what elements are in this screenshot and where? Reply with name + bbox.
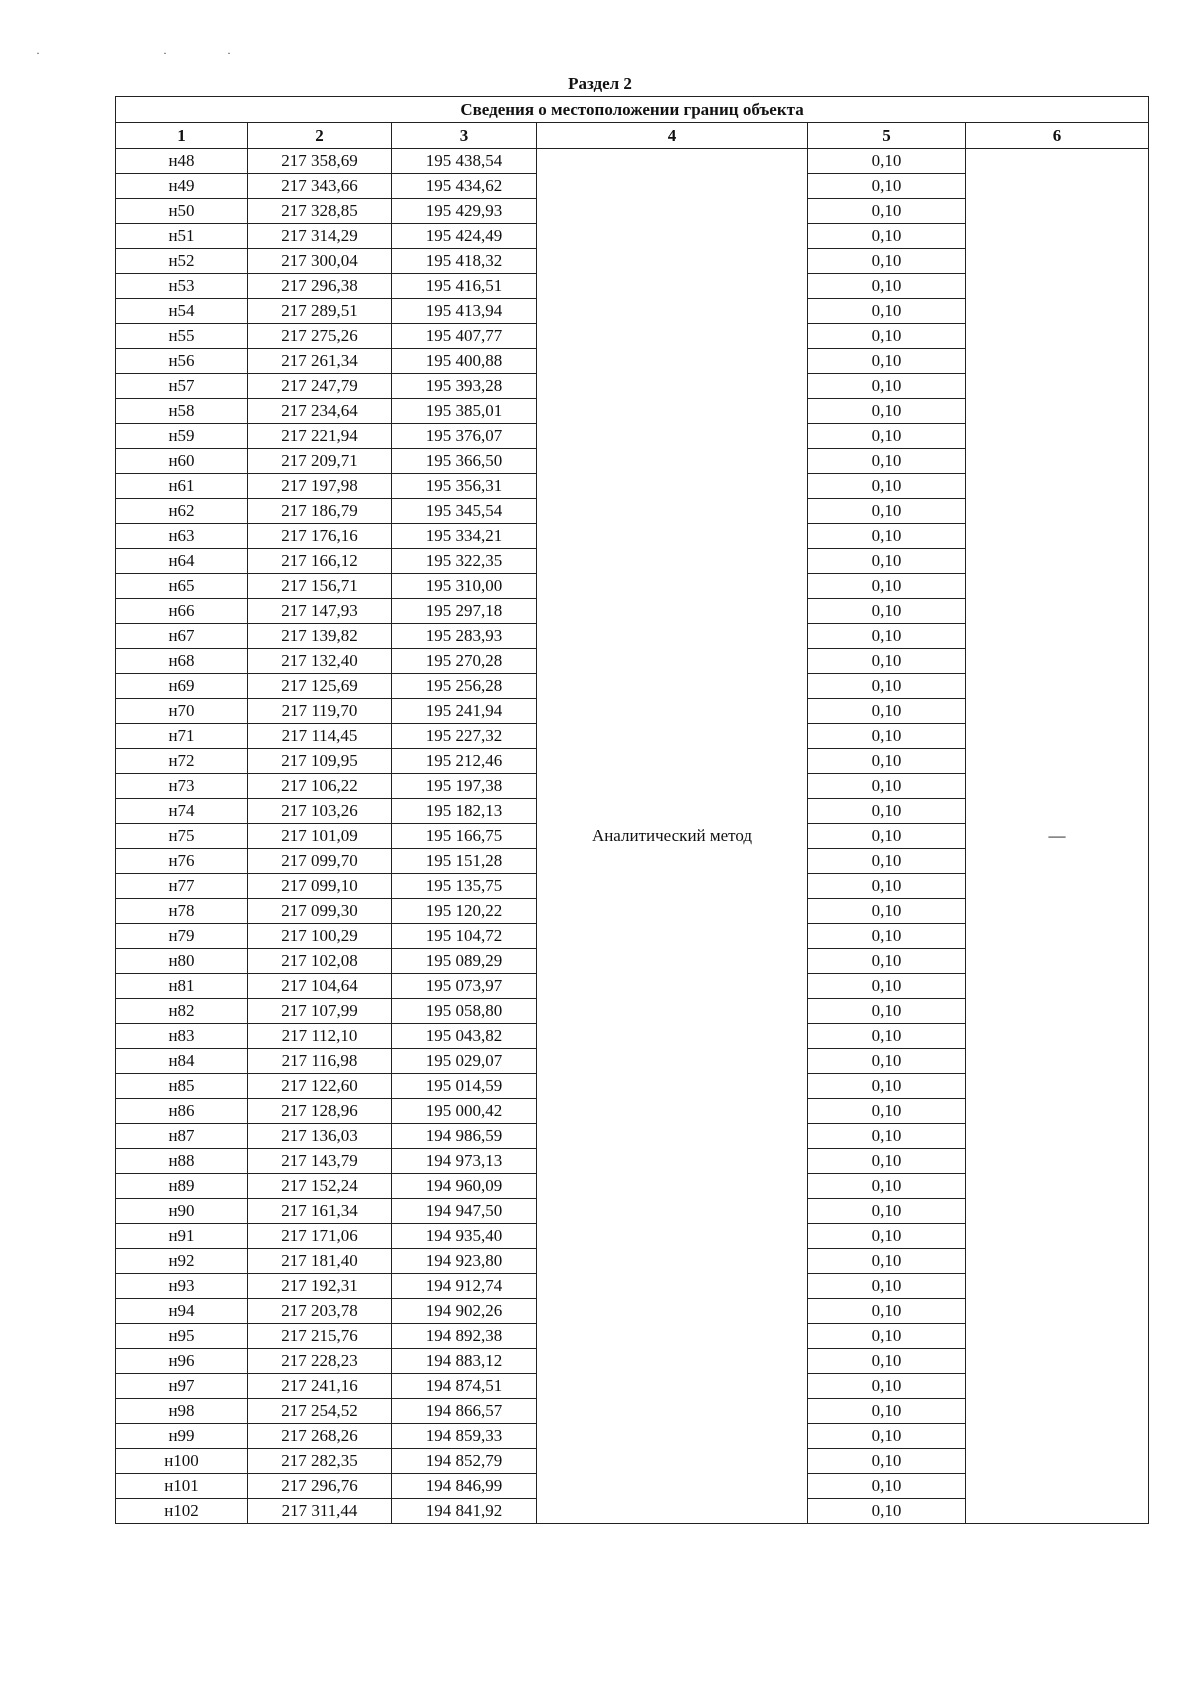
- y-coordinate-cell: 194 902,26: [392, 1299, 537, 1324]
- table-row: [116, 149, 1149, 174]
- precision-cell: 0,10: [808, 649, 966, 674]
- x-coordinate-cell: 217 215,76: [248, 1324, 392, 1349]
- x-coordinate-cell: 217 161,34: [248, 1199, 392, 1224]
- y-coordinate-cell: 194 852,79: [392, 1449, 537, 1474]
- point-name-cell: н76: [116, 849, 248, 874]
- y-coordinate-cell: 195 166,75: [392, 824, 537, 849]
- point-name-cell: н66: [116, 599, 248, 624]
- precision-cell: 0,10: [808, 1074, 966, 1099]
- y-coordinate-cell: 195 376,07: [392, 424, 537, 449]
- x-coordinate-cell: 217 221,94: [248, 424, 392, 449]
- precision-cell: 0,10: [808, 249, 966, 274]
- point-name-cell: н94: [116, 1299, 248, 1324]
- y-coordinate-cell: 194 841,92: [392, 1499, 537, 1524]
- y-coordinate-cell: 195 241,94: [392, 699, 537, 724]
- point-name-cell: н54: [116, 299, 248, 324]
- point-name-cell: н80: [116, 949, 248, 974]
- x-coordinate-cell: 217 125,69: [248, 674, 392, 699]
- y-coordinate-cell: 195 400,88: [392, 349, 537, 374]
- y-coordinate-cell: 195 413,94: [392, 299, 537, 324]
- point-name-cell: н71: [116, 724, 248, 749]
- x-coordinate-cell: 217 203,78: [248, 1299, 392, 1324]
- point-name-cell: н85: [116, 1074, 248, 1099]
- x-coordinate-cell: 217 136,03: [248, 1124, 392, 1149]
- precision-cell: 0,10: [808, 274, 966, 299]
- precision-cell: 0,10: [808, 499, 966, 524]
- x-coordinate-cell: 217 254,52: [248, 1399, 392, 1424]
- table-caption: Сведения о местоположении границ объекта: [116, 97, 1149, 123]
- x-coordinate-cell: 217 119,70: [248, 699, 392, 724]
- x-coordinate-cell: 217 328,85: [248, 199, 392, 224]
- precision-cell: 0,10: [808, 1199, 966, 1224]
- precision-cell: 0,10: [808, 749, 966, 774]
- column-header-5: 5: [808, 123, 966, 149]
- x-coordinate-cell: 217 100,29: [248, 924, 392, 949]
- point-name-cell: н48: [116, 149, 248, 174]
- y-coordinate-cell: 195 212,46: [392, 749, 537, 774]
- point-name-cell: н84: [116, 1049, 248, 1074]
- x-coordinate-cell: 217 156,71: [248, 574, 392, 599]
- point-name-cell: н58: [116, 399, 248, 424]
- x-coordinate-cell: 217 343,66: [248, 174, 392, 199]
- y-coordinate-cell: 195 393,28: [392, 374, 537, 399]
- precision-cell: 0,10: [808, 474, 966, 499]
- y-coordinate-cell: 195 058,80: [392, 999, 537, 1024]
- point-name-cell: н49: [116, 174, 248, 199]
- section-title: Раздел 2: [568, 74, 632, 93]
- precision-cell: 0,10: [808, 1274, 966, 1299]
- precision-cell: 0,10: [808, 1149, 966, 1174]
- x-coordinate-cell: 217 114,45: [248, 724, 392, 749]
- precision-cell: 0,10: [808, 299, 966, 324]
- x-coordinate-cell: 217 268,26: [248, 1424, 392, 1449]
- x-coordinate-cell: 217 300,04: [248, 249, 392, 274]
- scan-specks: · ··: [36, 46, 291, 60]
- x-coordinate-cell: 217 234,64: [248, 399, 392, 424]
- precision-cell: 0,10: [808, 1049, 966, 1074]
- y-coordinate-cell: 195 429,93: [392, 199, 537, 224]
- precision-cell: 0,10: [808, 549, 966, 574]
- y-coordinate-cell: 194 923,80: [392, 1249, 537, 1274]
- precision-cell: 0,10: [808, 1249, 966, 1274]
- point-name-cell: н92: [116, 1249, 248, 1274]
- y-coordinate-cell: 195 256,28: [392, 674, 537, 699]
- point-name-cell: н69: [116, 674, 248, 699]
- y-coordinate-cell: 195 073,97: [392, 974, 537, 999]
- point-name-cell: н52: [116, 249, 248, 274]
- point-name-cell: н62: [116, 499, 248, 524]
- precision-cell: 0,10: [808, 999, 966, 1024]
- y-coordinate-cell: 195 438,54: [392, 149, 537, 174]
- x-coordinate-cell: 217 197,98: [248, 474, 392, 499]
- x-coordinate-cell: 217 358,69: [248, 149, 392, 174]
- precision-cell: 0,10: [808, 1449, 966, 1474]
- y-coordinate-cell: 195 197,38: [392, 774, 537, 799]
- y-coordinate-cell: 195 104,72: [392, 924, 537, 949]
- precision-cell: 0,10: [808, 1324, 966, 1349]
- y-coordinate-cell: 194 935,40: [392, 1224, 537, 1249]
- precision-cell: 0,10: [808, 424, 966, 449]
- point-name-cell: н51: [116, 224, 248, 249]
- boundary-table: [115, 96, 1149, 1524]
- point-name-cell: н88: [116, 1149, 248, 1174]
- precision-cell: 0,10: [808, 949, 966, 974]
- y-coordinate-cell: 195 043,82: [392, 1024, 537, 1049]
- point-name-cell: н93: [116, 1274, 248, 1299]
- precision-cell: 0,10: [808, 449, 966, 474]
- point-name-cell: н87: [116, 1124, 248, 1149]
- x-coordinate-cell: 217 171,06: [248, 1224, 392, 1249]
- column-header-3: 3: [392, 123, 537, 149]
- precision-cell: 0,10: [808, 349, 966, 374]
- x-coordinate-cell: 217 282,35: [248, 1449, 392, 1474]
- y-coordinate-cell: 195 000,42: [392, 1099, 537, 1124]
- y-coordinate-cell: 195 385,01: [392, 399, 537, 424]
- x-coordinate-cell: 217 209,71: [248, 449, 392, 474]
- x-coordinate-cell: 217 228,23: [248, 1349, 392, 1374]
- precision-cell: 0,10: [808, 824, 966, 849]
- x-coordinate-cell: 217 261,34: [248, 349, 392, 374]
- point-name-cell: н90: [116, 1199, 248, 1224]
- point-name-cell: н79: [116, 924, 248, 949]
- table-caption-row: [116, 97, 1149, 123]
- y-coordinate-cell: 195 345,54: [392, 499, 537, 524]
- y-coordinate-cell: 195 227,32: [392, 724, 537, 749]
- x-coordinate-cell: 217 152,24: [248, 1174, 392, 1199]
- precision-cell: 0,10: [808, 1349, 966, 1374]
- x-coordinate-cell: 217 311,44: [248, 1499, 392, 1524]
- y-coordinate-cell: 195 151,28: [392, 849, 537, 874]
- precision-cell: 0,10: [808, 1499, 966, 1524]
- x-coordinate-cell: 217 109,95: [248, 749, 392, 774]
- precision-cell: 0,10: [808, 899, 966, 924]
- point-name-cell: н83: [116, 1024, 248, 1049]
- precision-cell: 0,10: [808, 624, 966, 649]
- precision-cell: 0,10: [808, 699, 966, 724]
- point-name-cell: н61: [116, 474, 248, 499]
- y-coordinate-cell: 195 407,77: [392, 324, 537, 349]
- precision-cell: 0,10: [808, 324, 966, 349]
- precision-cell: 0,10: [808, 174, 966, 199]
- y-coordinate-cell: 195 029,07: [392, 1049, 537, 1074]
- column-header-1: 1: [116, 123, 248, 149]
- precision-cell: 0,10: [808, 374, 966, 399]
- y-coordinate-cell: 194 846,99: [392, 1474, 537, 1499]
- precision-cell: 0,10: [808, 1424, 966, 1449]
- point-name-cell: н57: [116, 374, 248, 399]
- point-name-cell: н77: [116, 874, 248, 899]
- precision-cell: 0,10: [808, 849, 966, 874]
- x-coordinate-cell: 217 241,16: [248, 1374, 392, 1399]
- x-coordinate-cell: 217 247,79: [248, 374, 392, 399]
- x-coordinate-cell: 217 296,76: [248, 1474, 392, 1499]
- y-coordinate-cell: 194 866,57: [392, 1399, 537, 1424]
- x-coordinate-cell: 217 101,09: [248, 824, 392, 849]
- point-name-cell: н56: [116, 349, 248, 374]
- x-coordinate-cell: 217 122,60: [248, 1074, 392, 1099]
- point-name-cell: н55: [116, 324, 248, 349]
- x-coordinate-cell: 217 099,30: [248, 899, 392, 924]
- column-header-4: 4: [537, 123, 808, 149]
- precision-cell: 0,10: [808, 724, 966, 749]
- precision-cell: 0,10: [808, 524, 966, 549]
- y-coordinate-cell: 195 270,28: [392, 649, 537, 674]
- point-name-cell: н59: [116, 424, 248, 449]
- precision-cell: 0,10: [808, 674, 966, 699]
- y-coordinate-cell: 195 334,21: [392, 524, 537, 549]
- y-coordinate-cell: 195 416,51: [392, 274, 537, 299]
- y-coordinate-cell: 195 135,75: [392, 874, 537, 899]
- precision-cell: 0,10: [808, 574, 966, 599]
- y-coordinate-cell: 195 310,00: [392, 574, 537, 599]
- precision-cell: 0,10: [808, 1224, 966, 1249]
- column-header-6: 6: [966, 123, 1149, 149]
- precision-cell: 0,10: [808, 774, 966, 799]
- point-name-cell: н89: [116, 1174, 248, 1199]
- y-coordinate-cell: 194 960,09: [392, 1174, 537, 1199]
- x-coordinate-cell: 217 296,38: [248, 274, 392, 299]
- x-coordinate-cell: 217 289,51: [248, 299, 392, 324]
- y-coordinate-cell: 195 434,62: [392, 174, 537, 199]
- precision-cell: 0,10: [808, 1099, 966, 1124]
- point-name-cell: н97: [116, 1374, 248, 1399]
- x-coordinate-cell: 217 275,26: [248, 324, 392, 349]
- x-coordinate-cell: 217 166,12: [248, 549, 392, 574]
- point-name-cell: н95: [116, 1324, 248, 1349]
- precision-cell: 0,10: [808, 874, 966, 899]
- point-name-cell: н64: [116, 549, 248, 574]
- point-name-cell: н78: [116, 899, 248, 924]
- x-coordinate-cell: 217 128,96: [248, 1099, 392, 1124]
- precision-cell: 0,10: [808, 799, 966, 824]
- x-coordinate-cell: 217 103,26: [248, 799, 392, 824]
- point-name-cell: н72: [116, 749, 248, 774]
- point-name-cell: н65: [116, 574, 248, 599]
- point-name-cell: н101: [116, 1474, 248, 1499]
- precision-cell: 0,10: [808, 1174, 966, 1199]
- precision-cell: 0,10: [808, 599, 966, 624]
- y-coordinate-cell: 194 883,12: [392, 1349, 537, 1374]
- x-coordinate-cell: 217 116,98: [248, 1049, 392, 1074]
- x-coordinate-cell: 217 143,79: [248, 1149, 392, 1174]
- precision-cell: 0,10: [808, 1399, 966, 1424]
- point-name-cell: н81: [116, 974, 248, 999]
- x-coordinate-cell: 217 104,64: [248, 974, 392, 999]
- y-coordinate-cell: 194 892,38: [392, 1324, 537, 1349]
- x-coordinate-cell: 217 107,99: [248, 999, 392, 1024]
- x-coordinate-cell: 217 314,29: [248, 224, 392, 249]
- precision-cell: 0,10: [808, 924, 966, 949]
- point-name-cell: н70: [116, 699, 248, 724]
- y-coordinate-cell: 195 366,50: [392, 449, 537, 474]
- point-name-cell: н67: [116, 624, 248, 649]
- x-coordinate-cell: 217 099,70: [248, 849, 392, 874]
- x-coordinate-cell: 217 106,22: [248, 774, 392, 799]
- point-name-cell: н102: [116, 1499, 248, 1524]
- y-coordinate-cell: 195 283,93: [392, 624, 537, 649]
- y-coordinate-cell: 195 089,29: [392, 949, 537, 974]
- point-name-cell: н60: [116, 449, 248, 474]
- y-coordinate-cell: 195 120,22: [392, 899, 537, 924]
- point-name-cell: н91: [116, 1224, 248, 1249]
- precision-cell: 0,10: [808, 1024, 966, 1049]
- x-coordinate-cell: 217 112,10: [248, 1024, 392, 1049]
- y-coordinate-cell: 195 424,49: [392, 224, 537, 249]
- x-coordinate-cell: 217 192,31: [248, 1274, 392, 1299]
- y-coordinate-cell: 195 014,59: [392, 1074, 537, 1099]
- precision-cell: 0,10: [808, 224, 966, 249]
- precision-cell: 0,10: [808, 1124, 966, 1149]
- point-name-cell: н75: [116, 824, 248, 849]
- y-coordinate-cell: 194 973,13: [392, 1149, 537, 1174]
- method-cell: Аналитический метод: [537, 149, 808, 1524]
- point-name-cell: н68: [116, 649, 248, 674]
- x-coordinate-cell: 217 099,10: [248, 874, 392, 899]
- x-coordinate-cell: 217 176,16: [248, 524, 392, 549]
- point-name-cell: н86: [116, 1099, 248, 1124]
- x-coordinate-cell: 217 102,08: [248, 949, 392, 974]
- y-coordinate-cell: 194 912,74: [392, 1274, 537, 1299]
- point-name-cell: н53: [116, 274, 248, 299]
- precision-cell: 0,10: [808, 399, 966, 424]
- point-name-cell: н96: [116, 1349, 248, 1374]
- precision-cell: 0,10: [808, 974, 966, 999]
- x-coordinate-cell: 217 132,40: [248, 649, 392, 674]
- y-coordinate-cell: 194 947,50: [392, 1199, 537, 1224]
- x-coordinate-cell: 217 147,93: [248, 599, 392, 624]
- point-name-cell: н99: [116, 1424, 248, 1449]
- y-coordinate-cell: 194 874,51: [392, 1374, 537, 1399]
- column-6-cell: —: [966, 149, 1149, 1524]
- y-coordinate-cell: 195 182,13: [392, 799, 537, 824]
- y-coordinate-cell: 195 322,35: [392, 549, 537, 574]
- x-coordinate-cell: 217 186,79: [248, 499, 392, 524]
- precision-cell: 0,10: [808, 1299, 966, 1324]
- precision-cell: 0,10: [808, 199, 966, 224]
- y-coordinate-cell: 195 356,31: [392, 474, 537, 499]
- point-name-cell: н63: [116, 524, 248, 549]
- column-header-2: 2: [248, 123, 392, 149]
- column-header-row: [116, 123, 1149, 149]
- y-coordinate-cell: 194 859,33: [392, 1424, 537, 1449]
- point-name-cell: н73: [116, 774, 248, 799]
- y-coordinate-cell: 194 986,59: [392, 1124, 537, 1149]
- y-coordinate-cell: 195 297,18: [392, 599, 537, 624]
- precision-cell: 0,10: [808, 1374, 966, 1399]
- point-name-cell: н82: [116, 999, 248, 1024]
- point-name-cell: н98: [116, 1399, 248, 1424]
- precision-cell: 0,10: [808, 1474, 966, 1499]
- x-coordinate-cell: 217 139,82: [248, 624, 392, 649]
- point-name-cell: н74: [116, 799, 248, 824]
- y-coordinate-cell: 195 418,32: [392, 249, 537, 274]
- point-name-cell: н100: [116, 1449, 248, 1474]
- x-coordinate-cell: 217 181,40: [248, 1249, 392, 1274]
- precision-cell: 0,10: [808, 149, 966, 174]
- point-name-cell: н50: [116, 199, 248, 224]
